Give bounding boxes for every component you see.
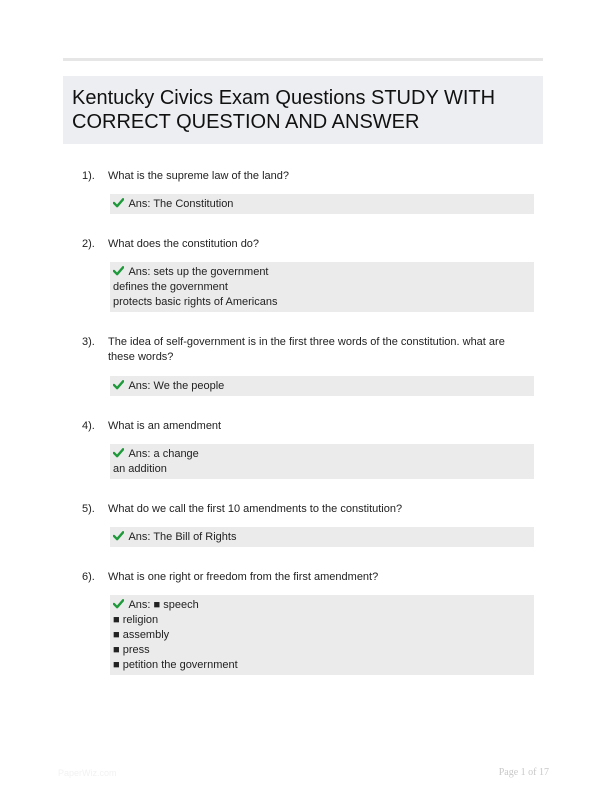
- checkmark-icon: [113, 379, 124, 390]
- question-number: 4).: [82, 420, 95, 432]
- answer-text: The Constitution: [153, 197, 234, 210]
- footer-site-watermark: PaperWiz.com: [58, 768, 117, 778]
- question-text: What does the constitution do?: [108, 238, 260, 250]
- answer-line: [113, 598, 531, 613]
- answer-line: an addition: [113, 462, 167, 475]
- answer-prefix: Ans:: [128, 265, 151, 278]
- question-number: 1).: [82, 170, 95, 182]
- answer-box: [110, 376, 534, 396]
- checkmark-icon: [113, 447, 124, 458]
- answer-text: sets up the government: [153, 265, 269, 278]
- question-text: What is the supreme law of the land?: [108, 170, 289, 182]
- answer-box: [110, 444, 534, 479]
- answer-line: [113, 530, 531, 545]
- checkmark-icon: [113, 598, 124, 609]
- answer-line: ■ religion: [113, 613, 159, 626]
- answer-box: [110, 595, 534, 675]
- answer-line: ■ petition the government: [113, 658, 238, 671]
- answer-line: ■ press: [113, 643, 150, 656]
- answer-text: a change: [153, 447, 199, 460]
- page-indicator: Page 1 of 17: [498, 767, 549, 778]
- answer-line: [113, 197, 531, 212]
- answer-prefix: Ans:: [128, 598, 151, 611]
- answer-prefix: Ans:: [128, 447, 151, 460]
- question-number: 5).: [82, 503, 95, 515]
- checkmark-icon: [113, 265, 124, 276]
- answer-prefix: Ans:: [128, 197, 151, 210]
- top-divider: [63, 58, 543, 61]
- question-text: The idea of self-government is in the first three words of the constitution. what are these words?: [108, 336, 505, 363]
- page-title: Kentucky Civics Exam Questions STUDY WITH CORRECT QUESTION AND ANSWER: [72, 87, 496, 133]
- answer-line: defines the government: [113, 280, 228, 293]
- answer-prefix: Ans:: [128, 379, 151, 392]
- answer-line: [113, 447, 531, 462]
- question-number: 3).: [82, 336, 95, 348]
- question-text: What is an amendment: [108, 420, 222, 432]
- question-number: 6).: [82, 571, 95, 583]
- answer-box: [110, 194, 534, 214]
- answer-text: The Bill of Rights: [153, 530, 237, 543]
- title-banner: [63, 76, 543, 144]
- answer-line: protects basic rights of Americans: [113, 295, 278, 308]
- question-text: What do we call the first 10 amendments to the constitution?: [108, 503, 403, 515]
- answer-box: [110, 262, 534, 312]
- answer-text: We the people: [153, 379, 225, 392]
- question-number: 2).: [82, 238, 95, 250]
- answer-line: [113, 265, 531, 280]
- answer-line: ■ assembly: [113, 628, 170, 641]
- question-text: What is one right or freedom from the first amendment?: [108, 571, 379, 583]
- answer-prefix: Ans:: [128, 530, 151, 543]
- answer-box: [110, 527, 534, 547]
- checkmark-icon: [113, 530, 124, 541]
- answer-line: [113, 379, 531, 394]
- checkmark-icon: [113, 197, 124, 208]
- answer-text: ■ speech: [153, 598, 199, 611]
